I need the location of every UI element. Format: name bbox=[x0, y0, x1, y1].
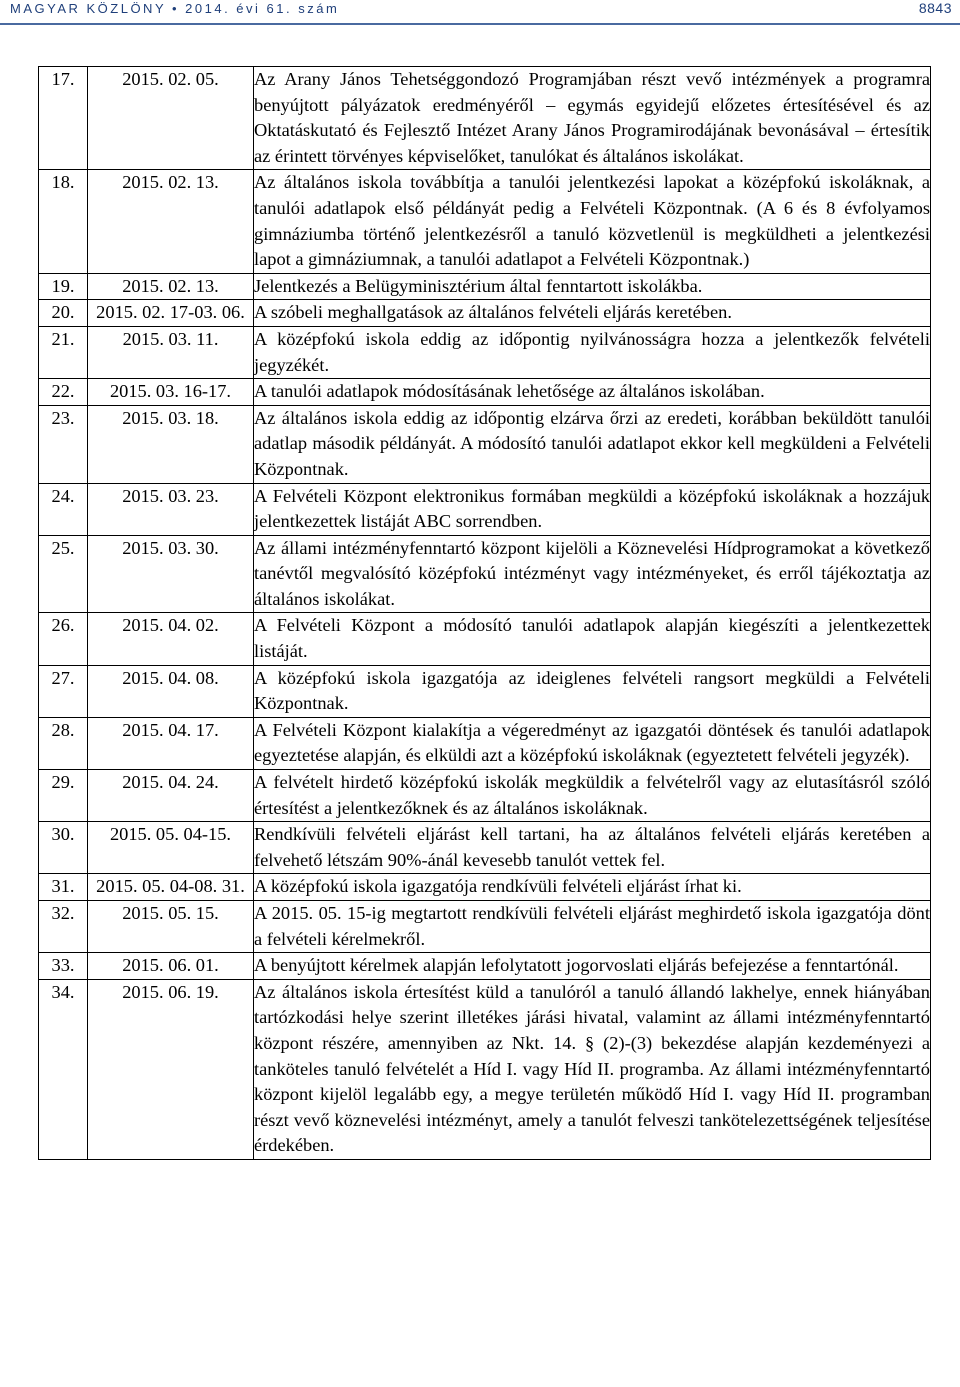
row-description: Rendkívüli felvételi eljárást kell tartani, ha az általános felvételi eljárás keretében a felvehető létszám 90%-ánál kevesebb tanulót vettek fel. bbox=[254, 822, 931, 874]
row-description: A középfokú iskola eddig az időpontig nyilvánosságra hozza a jelentkezők felvételi jegyzékét. bbox=[254, 326, 931, 378]
row-date: 2015. 04. 08. bbox=[88, 665, 254, 717]
row-number: 30. bbox=[39, 822, 88, 874]
table-row bbox=[39, 953, 931, 980]
schedule-table bbox=[38, 66, 931, 1160]
schedule-body bbox=[39, 67, 931, 1160]
row-description: A benyújtott kérelmek alapján lefolytatott jogorvoslati eljárás befejezése a fenntartónál. bbox=[254, 953, 931, 980]
page-number: 8843 bbox=[918, 0, 952, 16]
row-date: 2015. 02. 05. bbox=[88, 67, 254, 170]
table-row bbox=[39, 822, 931, 874]
publication-title: MAGYAR KÖZLÖNY • 2014. évi 61. szám bbox=[10, 1, 340, 16]
row-description: A középfokú iskola igazgatója rendkívüli felvételi eljárást írhat ki. bbox=[254, 874, 931, 901]
row-date: 2015. 03. 11. bbox=[88, 326, 254, 378]
row-description: Az állami intézményfenntartó központ kijelöli a Köznevelési Hídprogramokat a következő tanévtől megvalósító középfokú intézményt vagy intézményeket, és erről tájékoztatja az általános iskolákat. bbox=[254, 535, 931, 613]
row-description: A Felvételi Központ kialakítja a végeredményt az igazgatói döntések és tanulói adatlapok egyeztetése alapján, és elküldi azt a középfokú iskoláknak (egyeztetett felvételi jegyzék). bbox=[254, 717, 931, 769]
row-date: 2015. 02. 13. bbox=[88, 273, 254, 300]
row-date: 2015. 05. 04-08. 31. bbox=[88, 874, 254, 901]
row-number: 23. bbox=[39, 405, 88, 483]
row-number: 32. bbox=[39, 901, 88, 953]
row-number: 17. bbox=[39, 67, 88, 170]
row-description: A felvételt hirdető középfokú iskolák megküldik a felvételről vagy az elutasításról szóló értesítést a jelentkezőknek és az általános iskoláknak. bbox=[254, 770, 931, 822]
row-description: A szóbeli meghallgatások az általános felvételi eljárás keretében. bbox=[254, 300, 931, 327]
table-row bbox=[39, 717, 931, 769]
table-row bbox=[39, 483, 931, 535]
row-number: 27. bbox=[39, 665, 88, 717]
row-number: 33. bbox=[39, 953, 88, 980]
row-description: Az általános iskola továbbítja a tanulói jelentkezési lapokat a középfokú iskoláknak, a tanulói adatlapok első példányát pedig a Felvételi Központnak. (A 6 és 8 évfolyamos gimnáziumba történő jelentkezésről a tanuló közvetlenül is megküldheti a jelentkezési lapot a gimnáziumnak, a tanulói adatlapot a Felvételi Központnak.) bbox=[254, 170, 931, 273]
row-date: 2015. 03. 16-17. bbox=[88, 379, 254, 406]
row-description: Jelentkezés a Belügyminisztérium által fenntartott iskolákba. bbox=[254, 273, 931, 300]
table-row bbox=[39, 170, 931, 273]
row-date: 2015. 04. 02. bbox=[88, 613, 254, 665]
row-number: 34. bbox=[39, 979, 88, 1159]
row-description: A Felvételi Központ elektronikus formában megküldi a középfokú iskoláknak a hozzájuk jelentkezettek listáját ABC sorrendben. bbox=[254, 483, 931, 535]
table-row bbox=[39, 613, 931, 665]
row-date: 2015. 05. 15. bbox=[88, 901, 254, 953]
row-number: 19. bbox=[39, 273, 88, 300]
row-number: 28. bbox=[39, 717, 88, 769]
table-row bbox=[39, 273, 931, 300]
table-row bbox=[39, 300, 931, 327]
row-description: Az általános iskola eddig az időpontig elzárva őrzi az eredeti, korábban beküldött tanulói adatlap második példányát. A módosító tanulói adatlapot ekkor kell megküldeni a Felvételi Központnak. bbox=[254, 405, 931, 483]
row-date: 2015. 03. 30. bbox=[88, 535, 254, 613]
table-row bbox=[39, 535, 931, 613]
header-rule bbox=[0, 23, 960, 25]
table-row bbox=[39, 979, 931, 1159]
row-number: 22. bbox=[39, 379, 88, 406]
row-date: 2015. 02. 17-03. 06. bbox=[88, 300, 254, 327]
row-date: 2015. 05. 04-15. bbox=[88, 822, 254, 874]
row-number: 20. bbox=[39, 300, 88, 327]
table-row bbox=[39, 901, 931, 953]
row-description: A Felvételi Központ a módosító tanulói adatlapok alapján kiegészíti a jelentkezettek listáját. bbox=[254, 613, 931, 665]
row-number: 18. bbox=[39, 170, 88, 273]
row-date: 2015. 02. 13. bbox=[88, 170, 254, 273]
table-row bbox=[39, 326, 931, 378]
row-number: 21. bbox=[39, 326, 88, 378]
row-number: 26. bbox=[39, 613, 88, 665]
row-description: A középfokú iskola igazgatója az ideiglenes felvételi rangsort megküldi a Felvételi Központnak. bbox=[254, 665, 931, 717]
table-row bbox=[39, 874, 931, 901]
row-description: Az általános iskola értesítést küld a tanulóról a tanuló állandó lakhelye, ennek hiányában tartózkodási helye szerint illetékes járási hivatal, valamint az állami intézményfenntartó központ részére, amennyiben az Nkt. 14. § (2)-(3) bekezdése alapján kezdeményezi a tanköteles tanuló felvételét a Híd I. vagy Híd II. programba. Az állami intézményfenntartó központ kijelöl legalább egy, a megye területén működő Híd I. vagy Híd II. programban részt vevő köznevelési intézményt, amely a tanulót felveszi tankötelezettségének teljesítése érdekében. bbox=[254, 979, 931, 1159]
row-number: 25. bbox=[39, 535, 88, 613]
table-row bbox=[39, 405, 931, 483]
row-date: 2015. 04. 24. bbox=[88, 770, 254, 822]
row-date: 2015. 06. 19. bbox=[88, 979, 254, 1159]
row-date: 2015. 03. 23. bbox=[88, 483, 254, 535]
row-date: 2015. 06. 01. bbox=[88, 953, 254, 980]
row-description: A 2015. 05. 15-ig megtartott rendkívüli felvételi eljárást meghirdető iskola igazgatója dönt a felvételi kérelmekről. bbox=[254, 901, 931, 953]
row-number: 24. bbox=[39, 483, 88, 535]
row-number: 31. bbox=[39, 874, 88, 901]
page-header bbox=[0, 0, 960, 22]
table-row bbox=[39, 379, 931, 406]
row-description: A tanulói adatlapok módosításának lehetősége az általános iskolában. bbox=[254, 379, 931, 406]
table-row bbox=[39, 67, 931, 170]
table-row bbox=[39, 665, 931, 717]
row-description: Az Arany János Tehetséggondozó Programjában részt vevő intézmények a programra benyújtott pályázatok eredményéről – egymás egyidejű előzetes értesítésével és az Oktatáskutató és Fejlesztő Intézet Arany János Programirodájának bevonásával – értesítik az érintett törvényes képviselőket, tanulókat és általános iskolákat. bbox=[254, 67, 931, 170]
row-date: 2015. 03. 18. bbox=[88, 405, 254, 483]
table-row bbox=[39, 770, 931, 822]
row-number: 29. bbox=[39, 770, 88, 822]
row-date: 2015. 04. 17. bbox=[88, 717, 254, 769]
